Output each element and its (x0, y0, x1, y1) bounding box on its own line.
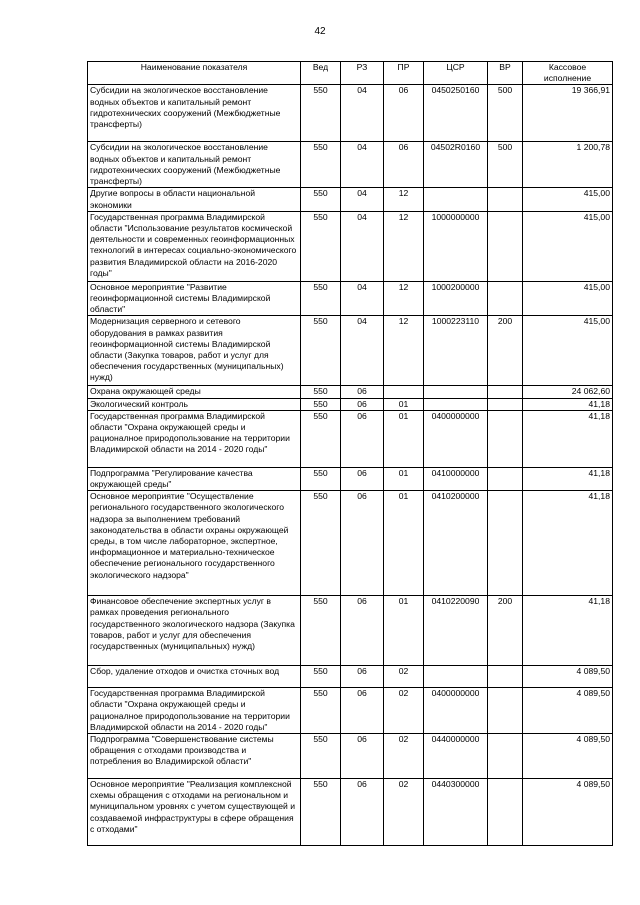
row-pr: 01 (384, 491, 424, 596)
row-csr (424, 386, 488, 398)
row-csr (424, 666, 488, 688)
row-csr: 0400000000 (424, 688, 488, 734)
row-vr (488, 211, 523, 281)
row-amount: 24 062,60 (523, 386, 613, 398)
row-amount: 415,00 (523, 281, 613, 316)
row-ved: 550 (301, 467, 341, 490)
row-rz: 06 (341, 467, 384, 490)
header-rz: РЗ (341, 62, 384, 85)
table-row (88, 734, 613, 779)
row-ved: 550 (301, 596, 341, 666)
table-row (88, 85, 613, 142)
row-name: Государственная программа Владимирской области "Охрана окружающей среды и рационалное природопользование на территории Владимирской области на 2014 - 2020 годы" (88, 688, 301, 734)
row-rz: 06 (341, 596, 384, 666)
header-ved: Вед (301, 62, 341, 85)
row-ved: 550 (301, 281, 341, 316)
row-vr: 200 (488, 596, 523, 666)
row-csr: 0440000000 (424, 734, 488, 779)
row-pr (384, 386, 424, 398)
row-pr: 01 (384, 467, 424, 490)
row-name: Основное мероприятие "Реализация комплексной схемы обращения с отходами на региональном и муниципальном уровнях с учетом существующей и создаваемой инфраструктуры в сфере обращения с отходами" (88, 779, 301, 846)
row-name: Другие вопросы в области национальной экономики (88, 188, 301, 211)
row-ved: 550 (301, 316, 341, 386)
row-vr (488, 666, 523, 688)
row-csr: 1000000000 (424, 211, 488, 281)
row-name: Субсидии на экологическое восстановление водных объектов и капитальный ремонт гидротехнических сооружений (Межбюджетные трансферты) (88, 85, 301, 142)
row-pr: 01 (384, 596, 424, 666)
row-csr: 0410200000 (424, 491, 488, 596)
table-row (88, 281, 613, 316)
row-name: Экологический контроль (88, 398, 301, 410)
row-ved: 550 (301, 85, 341, 142)
table-row (88, 398, 613, 410)
row-vr (488, 779, 523, 846)
row-amount: 415,00 (523, 316, 613, 386)
row-name: Субсидии на экологическое восстановление водных объектов и капитальный ремонт гидротехнических сооружений (Межбюджетные трансферты) (88, 142, 301, 188)
row-amount: 41,18 (523, 467, 613, 490)
row-rz: 04 (341, 211, 384, 281)
row-rz: 04 (341, 142, 384, 188)
row-rz: 06 (341, 386, 384, 398)
row-ved: 550 (301, 666, 341, 688)
row-vr: 200 (488, 316, 523, 386)
row-pr: 02 (384, 666, 424, 688)
row-csr: 0410220090 (424, 596, 488, 666)
row-csr: 04502R0160 (424, 142, 488, 188)
row-rz: 04 (341, 188, 384, 211)
table-row (88, 666, 613, 688)
row-rz: 06 (341, 734, 384, 779)
row-pr: 12 (384, 211, 424, 281)
header-vr: ВР (488, 62, 523, 85)
page-number: 42 (314, 26, 326, 37)
row-rz: 06 (341, 410, 384, 467)
row-vr: 500 (488, 85, 523, 142)
row-ved: 550 (301, 491, 341, 596)
table-row (88, 316, 613, 386)
table-row (88, 467, 613, 490)
table-row (88, 410, 613, 467)
row-csr (424, 398, 488, 410)
row-pr: 02 (384, 779, 424, 846)
header-csr: ЦСР (424, 62, 488, 85)
row-pr: 12 (384, 316, 424, 386)
row-amount: 19 366,91 (523, 85, 613, 142)
row-amount: 41,18 (523, 596, 613, 666)
row-csr: 0410000000 (424, 467, 488, 490)
table-row (88, 779, 613, 846)
row-csr: 1000200000 (424, 281, 488, 316)
row-ved: 550 (301, 142, 341, 188)
row-ved: 550 (301, 410, 341, 467)
row-vr (488, 688, 523, 734)
row-name: Государственная программа Владимирской области "Охрана окружающей среды и рационалное природопользование на территории Владимирской области на 2014 - 2020 годы" (88, 410, 301, 467)
row-ved: 550 (301, 211, 341, 281)
row-amount: 41,18 (523, 398, 613, 410)
row-name: Государственная программа Владимирской области "Использование результатов космической деятельности и современных геоинформационных технологий в интересах социально-экономического развития Владимирской области на 2016-2020 годы" (88, 211, 301, 281)
row-pr: 01 (384, 410, 424, 467)
row-name: Подпрограмма "Совершенствование системы обращения с отходами производства и потребления во Владимирской области" (88, 734, 301, 779)
row-vr (488, 188, 523, 211)
row-name: Модернизация серверного и сетевого оборудования в рамках развития геоинформационной системы Владимирской области (Закупка товаров, работ и услуг для обеспечения государственных (муниципальных) нужд) (88, 316, 301, 386)
row-name: Сбор, удаление отходов и очистка сточных вод (88, 666, 301, 688)
row-name: Финансовое обеспечение экспертных услуг в рамках проведения регионального государственного экологического надзора (Закупка товаров, работ и услуг для обеспечения государственных (муниципальных) нужд) (88, 596, 301, 666)
table-row (88, 386, 613, 398)
header-pr: ПР (384, 62, 424, 85)
table-row (88, 142, 613, 188)
table-row (88, 211, 613, 281)
row-csr: 1000223110 (424, 316, 488, 386)
row-csr: 0450250160 (424, 85, 488, 142)
budget-execution-table (87, 61, 613, 846)
row-pr: 06 (384, 85, 424, 142)
row-amount: 415,00 (523, 211, 613, 281)
row-ved: 550 (301, 688, 341, 734)
row-amount: 41,18 (523, 410, 613, 467)
table-row (88, 596, 613, 666)
row-vr (488, 467, 523, 490)
header-name: Наименование показателя (88, 62, 301, 85)
row-csr: 0440300000 (424, 779, 488, 846)
row-rz: 06 (341, 666, 384, 688)
row-csr: 0400000000 (424, 410, 488, 467)
row-name: Подпрограмма "Регулирование качества окружающей среды" (88, 467, 301, 490)
row-amount: 415,00 (523, 188, 613, 211)
row-amount: 4 089,50 (523, 734, 613, 779)
table-row (88, 688, 613, 734)
row-pr: 02 (384, 734, 424, 779)
row-rz: 04 (341, 316, 384, 386)
row-name: Основное мероприятие "Осуществление регионального государственного экологического надзора за выполнением требований законодательства в области охраны окружающей среды, в том числе лабораторное, экспертное, информационное и материально-техническое обеспечение регионального государственного экологического надзора" (88, 491, 301, 596)
row-rz: 06 (341, 491, 384, 596)
row-rz: 06 (341, 779, 384, 846)
row-vr (488, 734, 523, 779)
row-csr (424, 188, 488, 211)
row-vr (488, 281, 523, 316)
row-rz: 06 (341, 398, 384, 410)
row-pr: 12 (384, 188, 424, 211)
row-ved: 550 (301, 398, 341, 410)
row-pr: 01 (384, 398, 424, 410)
row-ved: 550 (301, 386, 341, 398)
row-rz: 04 (341, 85, 384, 142)
row-amount: 1 200,78 (523, 142, 613, 188)
row-vr (488, 386, 523, 398)
row-vr (488, 410, 523, 467)
row-amount: 4 089,50 (523, 779, 613, 846)
row-amount: 4 089,50 (523, 688, 613, 734)
row-rz: 04 (341, 281, 384, 316)
row-rz: 06 (341, 688, 384, 734)
row-pr: 06 (384, 142, 424, 188)
table-row (88, 188, 613, 211)
row-name: Охрана окружающей среды (88, 386, 301, 398)
row-pr: 12 (384, 281, 424, 316)
row-vr (488, 398, 523, 410)
header-amount: Кассовое исполнение (523, 62, 613, 85)
row-amount: 41,18 (523, 491, 613, 596)
row-ved: 550 (301, 734, 341, 779)
row-pr: 02 (384, 688, 424, 734)
table-row (88, 491, 613, 596)
row-ved: 550 (301, 188, 341, 211)
row-name: Основное мероприятие "Развитие геоинформационной системы Владимирской области" (88, 281, 301, 316)
row-ved: 550 (301, 779, 341, 846)
row-vr: 500 (488, 142, 523, 188)
row-vr (488, 491, 523, 596)
row-amount: 4 089,50 (523, 666, 613, 688)
table-header-row (88, 62, 613, 85)
